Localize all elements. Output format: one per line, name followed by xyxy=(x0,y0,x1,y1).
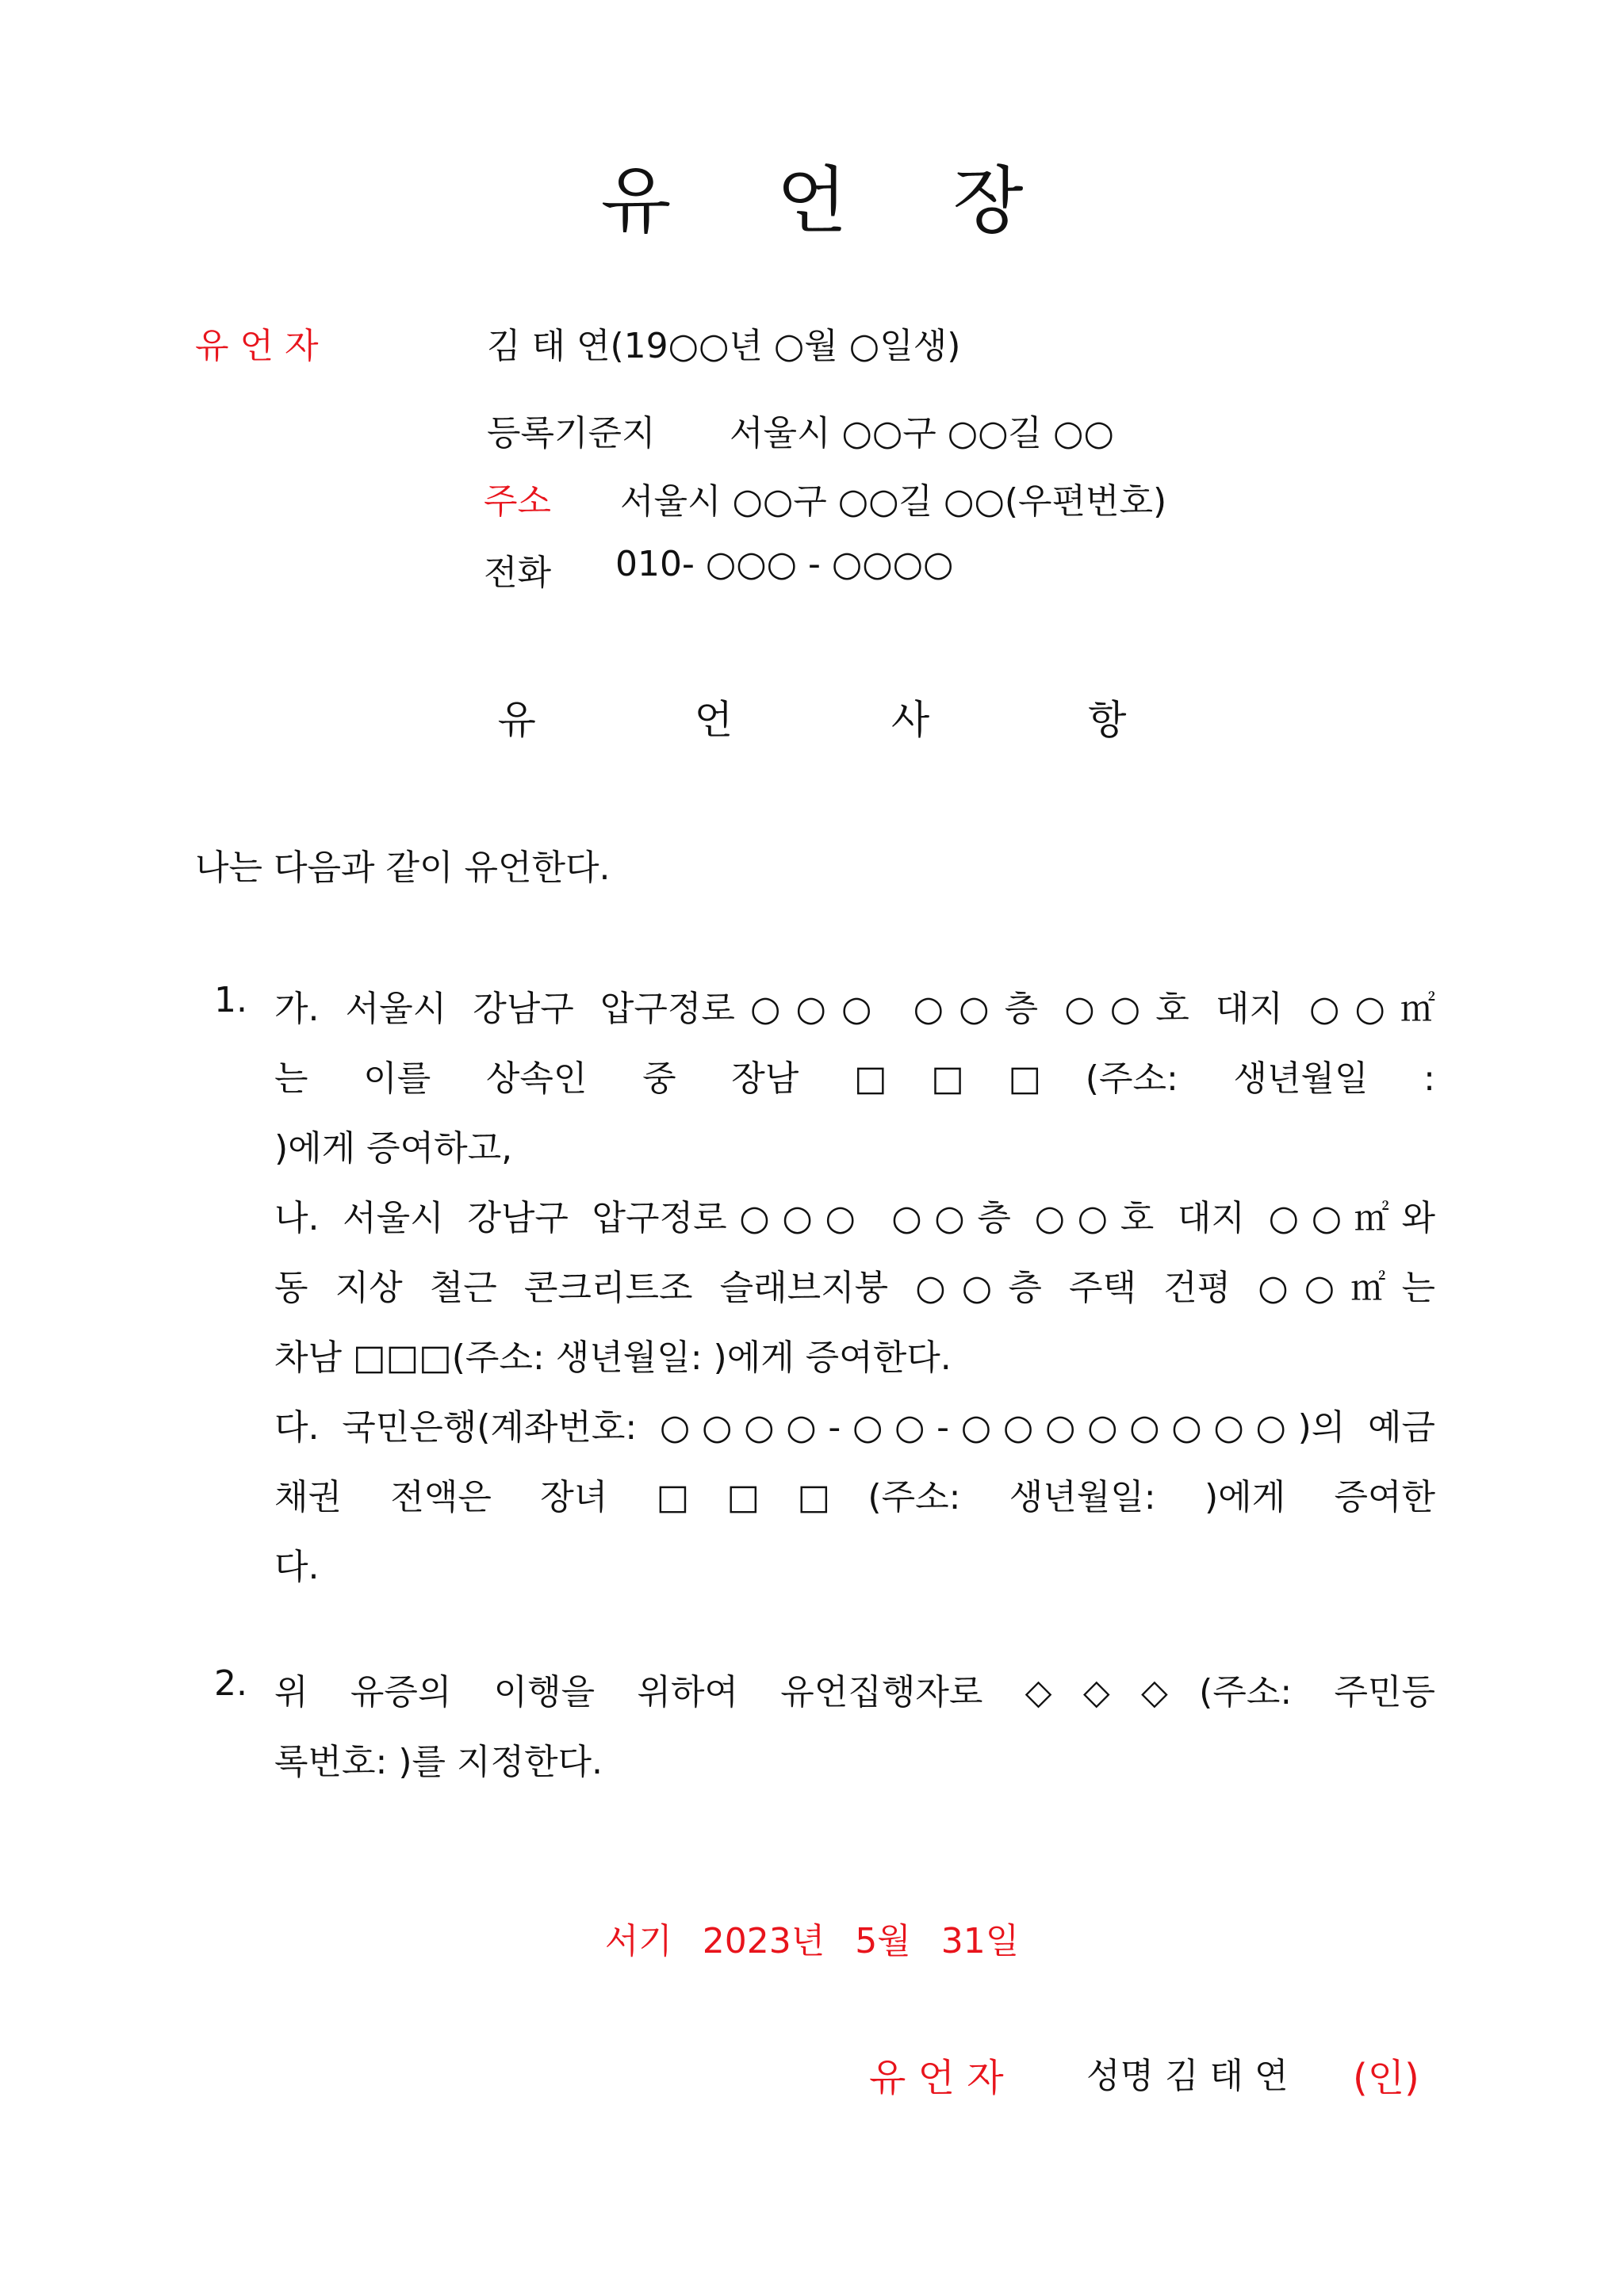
address-value: 서울시 ○○구 ○○길 ○○(우편번호) xyxy=(620,481,1167,522)
item1-number: 1. xyxy=(214,980,247,1020)
item2-line: 록번호: )를 지정한다. xyxy=(274,1742,603,1782)
item1-line: 다. xyxy=(274,1547,320,1587)
item1-line: 가. 서울시 강남구 압구정로○○○ ○○층 ○○호 대지 ○○㎡ xyxy=(274,989,1435,1029)
testator-name-line: 김 태 연(19○○년 ○월 ○일생) xyxy=(487,326,961,366)
item1-line: 채권 전액은 장녀 □□□(주소: 생년월일: )에게 증여한 xyxy=(274,1477,1435,1517)
item1-line: 동 지상 철근 콘크리트조 슬래브지붕 ○○층 주택 건평 ○○㎡는 xyxy=(274,1268,1435,1308)
signature-name: 성명 김 태 연 xyxy=(1086,2056,1289,2096)
item1-line: 나. 서울시 강남구 압구정로○○○ ○○층 ○○호 대지 ○○㎡와 xyxy=(274,1198,1435,1238)
item1-line: )에게 증여하고, xyxy=(274,1128,513,1169)
signature-seal: (인) xyxy=(1353,2056,1419,2100)
phone-value: 010- ○○○ - ○○○○ xyxy=(615,544,954,584)
testator-label: 유 언 자 xyxy=(195,326,319,366)
item1-line: 다. 국민은행(계좌번호: ○○○○-○○-○○○○○○○○)의 예금 xyxy=(274,1407,1435,1448)
date-line: 서기 2023년 5월 31일 xyxy=(604,1921,1020,1961)
address-label: 주소 xyxy=(484,481,552,522)
phone-label: 전화 xyxy=(484,553,552,593)
item2-line: 위 유증의 이행을 위하여 유언집행자로 ◇◇◇(주소: 주민등 xyxy=(274,1672,1435,1712)
intro-text: 나는 다음과 같이 유언한다. xyxy=(195,848,611,888)
section-title: 유 언 사 항 xyxy=(497,697,1200,743)
document-title: 유 언 장 xyxy=(600,159,1065,243)
item1-line: 는 이를 상속인 중 장남 □□□(주소: 생년월일 : xyxy=(274,1058,1435,1099)
item1-line: 차남 □□□(주소: 생년월일: )에게 증여한다. xyxy=(274,1337,952,1378)
registry-label: 등록기준지 xyxy=(487,413,656,453)
registry-value: 서울시 ○○구 ○○길 ○○ xyxy=(730,413,1114,453)
item2-number: 2. xyxy=(214,1663,247,1704)
signature-label: 유 언 자 xyxy=(869,2056,1004,2100)
